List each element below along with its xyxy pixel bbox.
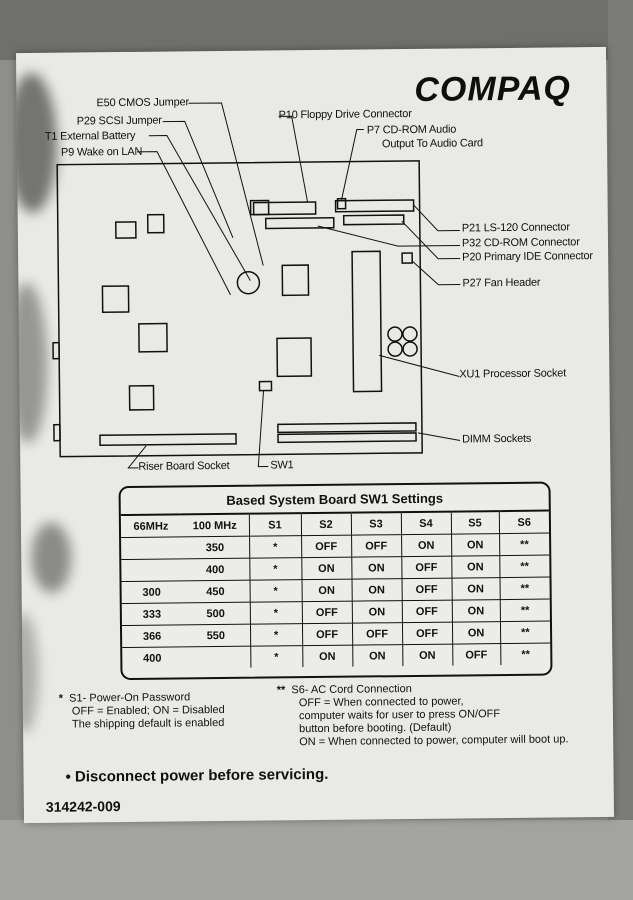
table-cell: 366 [122, 625, 182, 648]
table-cell [121, 559, 181, 582]
table-cell: OFF [302, 601, 352, 624]
table-cell: * [250, 602, 302, 625]
chip [129, 386, 153, 410]
p32-cdrom-label: P32 CD-ROM Connector [461, 236, 580, 250]
table-cell: ON [302, 579, 352, 602]
dimm-slot [278, 423, 416, 432]
table-cell: * [249, 536, 301, 559]
p9-wake-on-lan-label: P9 Wake on LAN [60, 145, 143, 159]
column-header: 100 MHz [181, 514, 249, 537]
table-cell: ON [452, 600, 500, 623]
table-cell: ON [401, 534, 451, 557]
table-cell: OFF [402, 578, 452, 601]
table-cell: OFF [402, 622, 452, 645]
table-cell: * [250, 580, 302, 603]
chip [277, 338, 311, 376]
s6-note [277, 681, 569, 749]
service-label [16, 47, 614, 823]
table-cell: ** [499, 533, 549, 556]
e50-cmos-jumper-label: E50 CMOS Jumper [96, 96, 189, 110]
s1-note-line1: OFF = Enabled; ON = Disabled [71, 703, 225, 718]
column-header: S3 [351, 512, 401, 535]
table-cell: 450 [182, 580, 250, 603]
fan-header-shape [402, 253, 412, 263]
compaq-logo: COMPAQ [414, 69, 572, 109]
column-header: S6 [499, 511, 549, 534]
ide-connector-shape [344, 215, 404, 225]
chip [148, 215, 164, 233]
table-cell: 500 [182, 602, 250, 625]
xu1-processor-label: XU1 Processor Socket [459, 367, 567, 381]
table-cell: 400 [181, 558, 249, 581]
column-header: S2 [301, 513, 351, 536]
s1-marker: * [58, 692, 64, 705]
dimm-sockets-label: DIMM Sockets [461, 432, 532, 446]
table-cell: OFF [301, 535, 351, 558]
table-cell: ** [500, 621, 550, 644]
s1-note-title: S1- Power-On Password [69, 691, 191, 705]
table-cell: 300 [122, 581, 182, 604]
table-cell: OFF [302, 623, 352, 646]
chip [102, 286, 128, 312]
p27-fan-header-label: P27 Fan Header [462, 276, 541, 290]
table-cell: ON [352, 601, 402, 624]
column-header: 66MHz [121, 514, 181, 537]
ls120-connector-shape [336, 200, 414, 212]
table-cell: OFF [351, 535, 401, 558]
processor-socket-shape [352, 251, 381, 391]
table-cell: * [249, 558, 301, 581]
p29-scsi-jumper-label: P29 SCSI Jumper [76, 114, 162, 128]
table-cell: ON [351, 557, 401, 580]
table-cell: OFF [352, 623, 402, 646]
p7-audio-output-label: Output To Audio Card [381, 137, 484, 151]
external-battery-label: T1 External Battery [44, 129, 136, 143]
table-cell: ON [452, 622, 500, 645]
dimm-slot [278, 433, 416, 442]
table-cell: OFF [401, 556, 451, 579]
sw1-shape [259, 381, 271, 390]
table-cell: ** [500, 599, 550, 622]
p20-ide-label: P20 Primary IDE Connector [462, 250, 593, 264]
table-cell: ON [402, 644, 452, 666]
table-row [122, 643, 550, 669]
s6-marker: ** [276, 684, 286, 697]
smudge [16, 613, 39, 733]
s6-note-line1: OFF = When connected to power, [298, 695, 464, 710]
riser-socket-shape [100, 434, 236, 445]
table-cell: ** [499, 555, 549, 578]
p10-floppy-label: P10 Floppy Drive Connector [278, 107, 412, 122]
s6-note-line3: button before booting. (Default) [299, 721, 452, 736]
table-cell: ** [500, 643, 550, 665]
sw1-settings-table [119, 482, 553, 681]
cdrom-connector-shape [266, 218, 334, 229]
table-cell: OFF [402, 600, 452, 623]
s1-note-line2: The shipping default is enabled [71, 716, 225, 731]
chip [116, 222, 136, 238]
s6-note-title: S6- AC Cord Connection [291, 683, 412, 697]
riser-board-label: Riser Board Socket [138, 459, 230, 473]
table-cell: ON [452, 578, 500, 601]
chip [139, 324, 167, 352]
disconnect-power-warning: • Disconnect power before servicing. [65, 765, 329, 786]
column-header: S1 [249, 513, 301, 536]
table-title: Based System Board SW1 Settings [226, 490, 444, 508]
table-cell: ON [352, 645, 402, 667]
table-cell [182, 646, 250, 668]
sw1-label: SW1 [270, 459, 294, 472]
background-floor [0, 820, 633, 900]
table-cell: 400 [122, 647, 182, 669]
table-cell: * [250, 646, 302, 668]
smudge [31, 523, 72, 593]
table-cell: ON [451, 556, 499, 579]
table-cell: 550 [182, 624, 250, 647]
board-outline [57, 161, 422, 457]
table-cell: ON [451, 534, 499, 557]
p7-cdrom-audio-label: P7 CD-ROM Audio [366, 123, 457, 137]
s6-note-line2: computer waits for user to press ON/OFF [298, 708, 501, 723]
table-cell: * [250, 624, 302, 647]
column-header: S5 [451, 511, 499, 534]
table-cell: 350 [181, 536, 249, 559]
chip [282, 265, 308, 295]
table-cell: ON [301, 557, 351, 580]
table-cell: 333 [122, 603, 182, 626]
s1-note [59, 691, 225, 732]
settings-grid [121, 510, 551, 669]
part-number: 314242-009 [45, 798, 121, 815]
p21-ls120-label: P21 LS-120 Connector [461, 221, 570, 235]
column-header: S4 [401, 512, 451, 535]
table-cell: ON [352, 579, 402, 602]
battery-shape [237, 272, 259, 294]
table-cell [121, 537, 181, 560]
table-cell: ** [500, 577, 550, 600]
floppy-connector-shape [254, 202, 316, 215]
table-cell: ON [302, 645, 352, 667]
s6-note-line4: ON = When connected to power, computer will boot up. [299, 733, 569, 749]
table-cell: OFF [452, 644, 500, 666]
